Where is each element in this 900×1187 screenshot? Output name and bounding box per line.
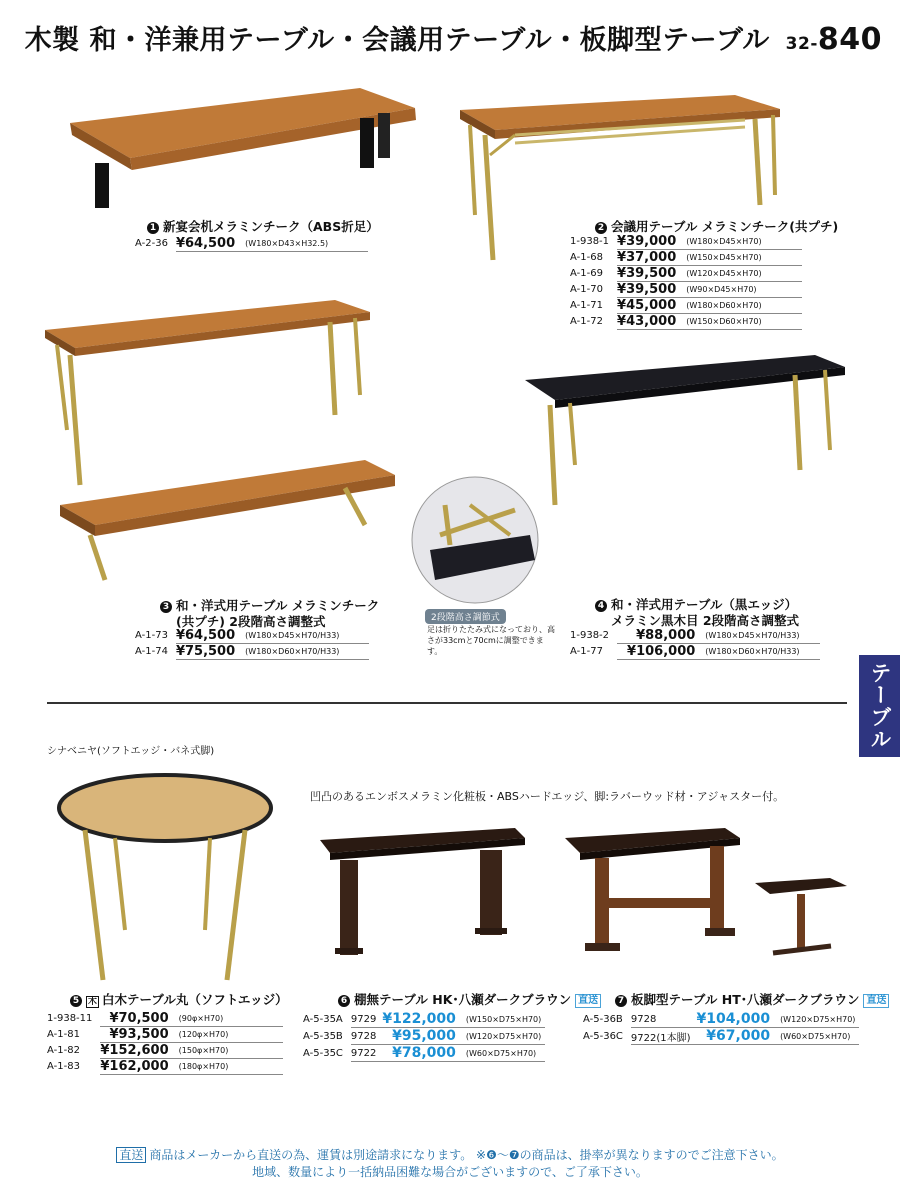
product-5-name: 白木テーブル丸（ソフトエッジ） [102,992,288,1007]
product-4-image [525,355,850,515]
section-divider [47,702,847,704]
item-code: A-5-35B [303,1030,343,1042]
item-dimensions: (W180×D60×H70/H33) [705,644,819,660]
item-dimensions: (W180×D45×H70/H33) [245,628,369,644]
item-code: A-1-81 [47,1029,80,1040]
item-dimensions: (W150×D75×H70) [466,1011,545,1028]
item-dimensions: (90φ×H70) [179,1011,284,1027]
item-price: ¥67,000 [697,1028,781,1045]
product-7-name: 板脚型テーブル HT･八瀬ダークブラウン [631,992,860,1007]
item-price: ¥64,500 [176,236,245,252]
product-6-number: 6 [338,995,350,1007]
item-price: ¥152,600 [100,1043,178,1059]
item-model: 9728 [351,1028,382,1045]
item-price: ¥93,500 [100,1027,178,1043]
direct-ship-tag: 直送 [116,1147,146,1163]
product-4-name: 和・洋式用テーブル（黒エッジ） [611,597,798,612]
product-7-price-table [583,1011,859,1045]
table-row [303,1011,545,1028]
item-price: ¥104,000 [697,1011,781,1028]
product-2-caption [595,219,838,235]
item-code: A-1-69 [570,268,603,279]
product-6-caption [338,992,601,1008]
section2-description: 凹凸のあるエンボスメラミン化粧板・ABSハードエッジ、脚:ラバーウッド材・アジャスター付。 [310,790,785,803]
table-row [303,1028,545,1045]
item-dimensions: (150φ×H70) [179,1043,284,1059]
section2-label: シナベニヤ(ソフトエッジ・バネ式脚) [47,746,215,757]
table-row [135,644,369,660]
table-row [135,628,369,644]
product-3-name: 和・洋式用テーブル メラミンチーク [176,598,380,613]
product-5-caption [70,992,288,1008]
product-3-price-table [135,628,369,660]
item-dimensions: (W150×D45×H70) [686,250,801,266]
item-price: ¥78,000 [382,1045,466,1062]
item-code: A-1-73 [135,630,168,642]
table-row [47,1011,283,1027]
product-1-price-table [135,236,368,252]
item-code: A-1-72 [570,316,603,327]
adjust-note-title: 2段階高さ調節式 [425,609,506,624]
product-6-image [315,828,530,958]
item-model: 9729 [351,1011,382,1028]
table-row [47,1043,283,1059]
product-6-price-table [303,1011,545,1062]
item-dimensions: (W120×D45×H70) [686,266,801,282]
item-code: A-5-35C [303,1047,343,1059]
item-dimensions: (W180×D60×H70) [686,298,801,314]
product-4-number: 4 [595,600,607,612]
item-code: A-2-36 [135,238,168,250]
item-dimensions: (W60×D75×H70) [780,1028,859,1045]
table-row [570,250,802,266]
product-5-image [55,770,275,985]
item-dimensions: (W150×D60×H70) [686,314,801,330]
direct-ship-badge: 直送 [863,994,889,1008]
item-dimensions: (W120×D75×H70) [466,1028,545,1045]
item-price: ¥106,000 [617,644,705,660]
footer-text-1: 商品はメーカーから直送の為、運賃は別途請求になります。 ※❻〜❼の商品は、掛率が異なりますのでご注意下さい。 [149,1148,784,1162]
table-row [583,1028,859,1045]
table-row [47,1059,283,1075]
product-7-number: 7 [615,995,627,1007]
product-1-name: 新宴会机メラミンチーク（ABS折足） [163,219,379,234]
item-price: ¥43,000 [617,314,686,330]
item-price: ¥39,000 [617,234,686,250]
table-row [570,298,802,314]
table-row [47,1027,283,1043]
category-tab[interactable]: テーブル [859,655,900,757]
item-code: 1-938-2 [570,630,610,642]
page-title [25,18,882,57]
item-dimensions: (W90×D45×H70) [686,282,801,298]
product-2-name: 会議用テーブル メラミンチーク(共プチ) [611,219,839,234]
product-3-image [45,300,400,590]
table-row [570,234,802,250]
item-code: A-1-77 [570,646,603,657]
leg-detail-image [410,475,540,605]
table-row [570,314,802,330]
item-code: A-1-70 [570,284,603,295]
table-row [570,628,820,644]
table-row [135,236,368,252]
page-number: 840 [817,22,882,57]
title-text: 木製 和・洋兼用テーブル・会議用テーブル・板脚型テーブル [24,25,770,56]
item-code: A-5-36B [583,1013,623,1025]
product-3-name-line2: (共プチ) 2段階高さ調整式 [176,614,326,629]
item-price: ¥39,500 [617,282,686,298]
product-6-name: 棚無テーブル HK･八瀬ダークブラウン [354,992,572,1007]
table-row [583,1011,859,1028]
product-2-price-table [570,234,802,330]
item-dimensions: (W120×D75×H70) [780,1011,859,1028]
product-7-caption [615,992,889,1008]
table-row [570,266,802,282]
item-code: 1-938-1 [570,236,610,248]
item-dimensions: (180φ×H70) [179,1059,284,1075]
product-2-number: 2 [595,222,607,234]
footer-line-2: 地域、数量により一括納品困難な場合がございますので、ご了承下さい。 [252,1165,648,1179]
item-price: ¥64,500 [176,628,245,644]
product-3-number: 3 [160,601,172,613]
product-7-image [565,828,850,963]
item-code: A-1-74 [135,646,168,657]
item-dimensions: (W60×D75×H70) [466,1045,545,1062]
item-code: A-1-83 [47,1061,80,1072]
product-1-image [60,78,420,218]
item-price: ¥37,000 [617,250,686,266]
item-code: 1-938-11 [47,1013,93,1025]
item-dimensions: (W180×D43×H32.5) [245,236,368,252]
item-model: 9722(1本脚) [631,1028,697,1045]
page-prefix: 32- [785,34,818,54]
item-price: ¥70,500 [100,1011,178,1027]
product-4-name-line2: メラミン黒木目 2段階高さ調整式 [611,613,800,628]
footer-line-1 [0,1146,900,1163]
product-5-price-table [47,1011,283,1075]
item-price: ¥162,000 [100,1059,178,1075]
product-5-number: 5 [70,995,82,1007]
table-row [570,644,820,660]
item-dimensions: (W180×D60×H70/H33) [245,644,369,660]
adjust-note-body: 足は折りたたみ式になっており、高さが33cmと70cmに調整できます。 [427,625,555,656]
item-code: A-5-36C [583,1030,623,1042]
table-row [570,282,802,298]
product-3-caption [160,598,379,630]
product-1-number: 1 [147,222,159,234]
item-price: ¥45,000 [617,298,686,314]
item-dimensions: (W180×D45×H70/H33) [705,628,819,644]
product-1-caption [147,219,379,235]
item-price: ¥39,500 [617,266,686,282]
item-price: ¥95,000 [382,1028,466,1045]
item-code: A-5-35A [303,1013,343,1025]
item-dimensions: (120φ×H70) [179,1027,284,1043]
item-price: ¥122,000 [382,1011,466,1028]
product-4-price-table [570,628,820,660]
item-price: ¥88,000 [617,628,705,644]
item-model: 9722 [351,1045,382,1062]
table-row [303,1045,545,1062]
item-dimensions: (W180×D45×H70) [686,234,801,250]
item-code: A-1-68 [570,252,603,263]
item-price: ¥75,500 [176,644,245,660]
item-code: A-1-82 [47,1045,80,1056]
product-4-caption [595,597,799,629]
direct-ship-badge: 直送 [575,994,601,1008]
item-code: A-1-71 [570,300,603,311]
item-model: 9728 [631,1011,697,1028]
wood-mark: 木 [88,997,98,1007]
